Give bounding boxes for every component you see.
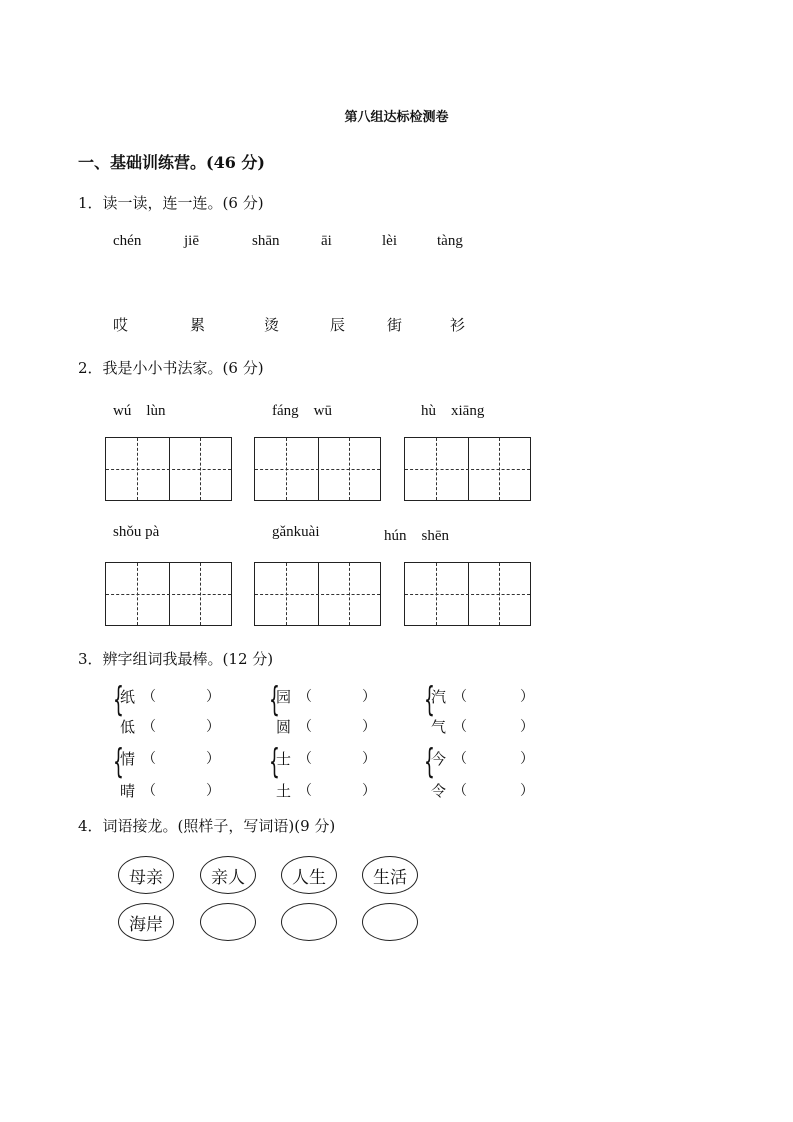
pinyin-group: gǎnkuài	[272, 524, 320, 540]
char-item[interactable]: 街	[387, 316, 403, 334]
page-title: 第八组达标检测卷	[344, 110, 449, 125]
paren-open: （	[298, 751, 312, 767]
word-char: 汽	[431, 688, 447, 706]
word-char: 情	[120, 750, 136, 768]
pinyin-item: chén	[113, 233, 142, 249]
paren-open: （	[142, 689, 156, 705]
brace-icon: {	[424, 680, 435, 720]
word-char: 土	[276, 782, 292, 800]
word-char: 纸	[120, 688, 136, 706]
question-3-label: 3．辨字组词我最棒。(12 分)	[78, 650, 274, 668]
word-char: 圆	[276, 718, 292, 736]
paren-open: （	[298, 719, 312, 735]
paren-close: ）	[520, 719, 534, 735]
paren-open: （	[453, 751, 467, 767]
paren-open: （	[453, 719, 467, 735]
brace-icon: {	[113, 742, 124, 782]
writing-grid[interactable]	[254, 437, 381, 501]
paren-open: （	[453, 783, 467, 799]
word-char: 气	[431, 718, 447, 736]
word-char: 士	[276, 750, 292, 768]
question-1-label: 1．读一读，连一连。(6 分)	[78, 194, 264, 212]
paren-close: ）	[520, 689, 534, 705]
paren-close: ）	[206, 751, 220, 767]
question-2-label: 2．我是小小书法家。(6 分)	[78, 359, 264, 377]
paren-open: （	[142, 719, 156, 735]
paren-close: ）	[362, 719, 376, 735]
paren-close: ）	[206, 783, 220, 799]
writing-grid[interactable]	[105, 437, 232, 501]
paren-close: ）	[362, 783, 376, 799]
pinyin-group: fáng wū	[272, 403, 332, 419]
writing-grid[interactable]	[404, 437, 531, 501]
paren-open: （	[142, 751, 156, 767]
brace-icon: {	[269, 742, 280, 782]
word-char: 晴	[120, 782, 136, 800]
paren-close: ）	[362, 689, 376, 705]
pinyin-group: hù xiāng	[421, 403, 485, 419]
section-heading: 一、基础训练营。(46 分)	[78, 153, 265, 172]
word-oval: 母亲	[118, 856, 174, 894]
pinyin-item: tàng	[437, 233, 463, 249]
pinyin-item: lèi	[382, 233, 397, 249]
char-item[interactable]: 衫	[450, 316, 466, 334]
brace-icon: {	[113, 680, 124, 720]
paren-close: ）	[520, 783, 534, 799]
char-item[interactable]: 累	[190, 316, 206, 334]
answer-oval[interactable]	[281, 903, 337, 941]
writing-grid[interactable]	[254, 562, 381, 626]
char-item[interactable]: 辰	[330, 316, 346, 334]
pinyin-item: āi	[321, 233, 332, 249]
word-char: 园	[276, 688, 292, 706]
answer-oval[interactable]	[362, 903, 418, 941]
paren-open: （	[298, 689, 312, 705]
word-char: 令	[431, 782, 447, 800]
pinyin-group: shǒu pà	[113, 524, 160, 540]
char-item[interactable]: 哎	[113, 316, 129, 334]
brace-icon: {	[424, 742, 435, 782]
word-oval: 亲人	[200, 856, 256, 894]
paren-close: ）	[520, 751, 534, 767]
paren-open: （	[298, 783, 312, 799]
paren-open: （	[142, 783, 156, 799]
word-oval: 生活	[362, 856, 418, 894]
word-oval: 人生	[281, 856, 337, 894]
paren-close: ）	[206, 689, 220, 705]
word-char: 今	[431, 750, 447, 768]
answer-oval[interactable]	[200, 903, 256, 941]
word-oval: 海岸	[118, 903, 174, 941]
writing-grid[interactable]	[404, 562, 531, 626]
pinyin-group: wú lùn	[113, 403, 166, 419]
paren-open: （	[453, 689, 467, 705]
pinyin-item: jiē	[184, 233, 199, 249]
paren-close: ）	[362, 751, 376, 767]
word-char: 低	[120, 718, 136, 736]
pinyin-group: hún shēn	[384, 528, 449, 544]
brace-icon: {	[269, 680, 280, 720]
pinyin-item: shān	[252, 233, 280, 249]
char-item[interactable]: 烫	[264, 316, 280, 334]
writing-grid[interactable]	[105, 562, 232, 626]
paren-close: ）	[206, 719, 220, 735]
question-4-label: 4．词语接龙。(照样子，写词语)(9 分)	[78, 817, 336, 835]
